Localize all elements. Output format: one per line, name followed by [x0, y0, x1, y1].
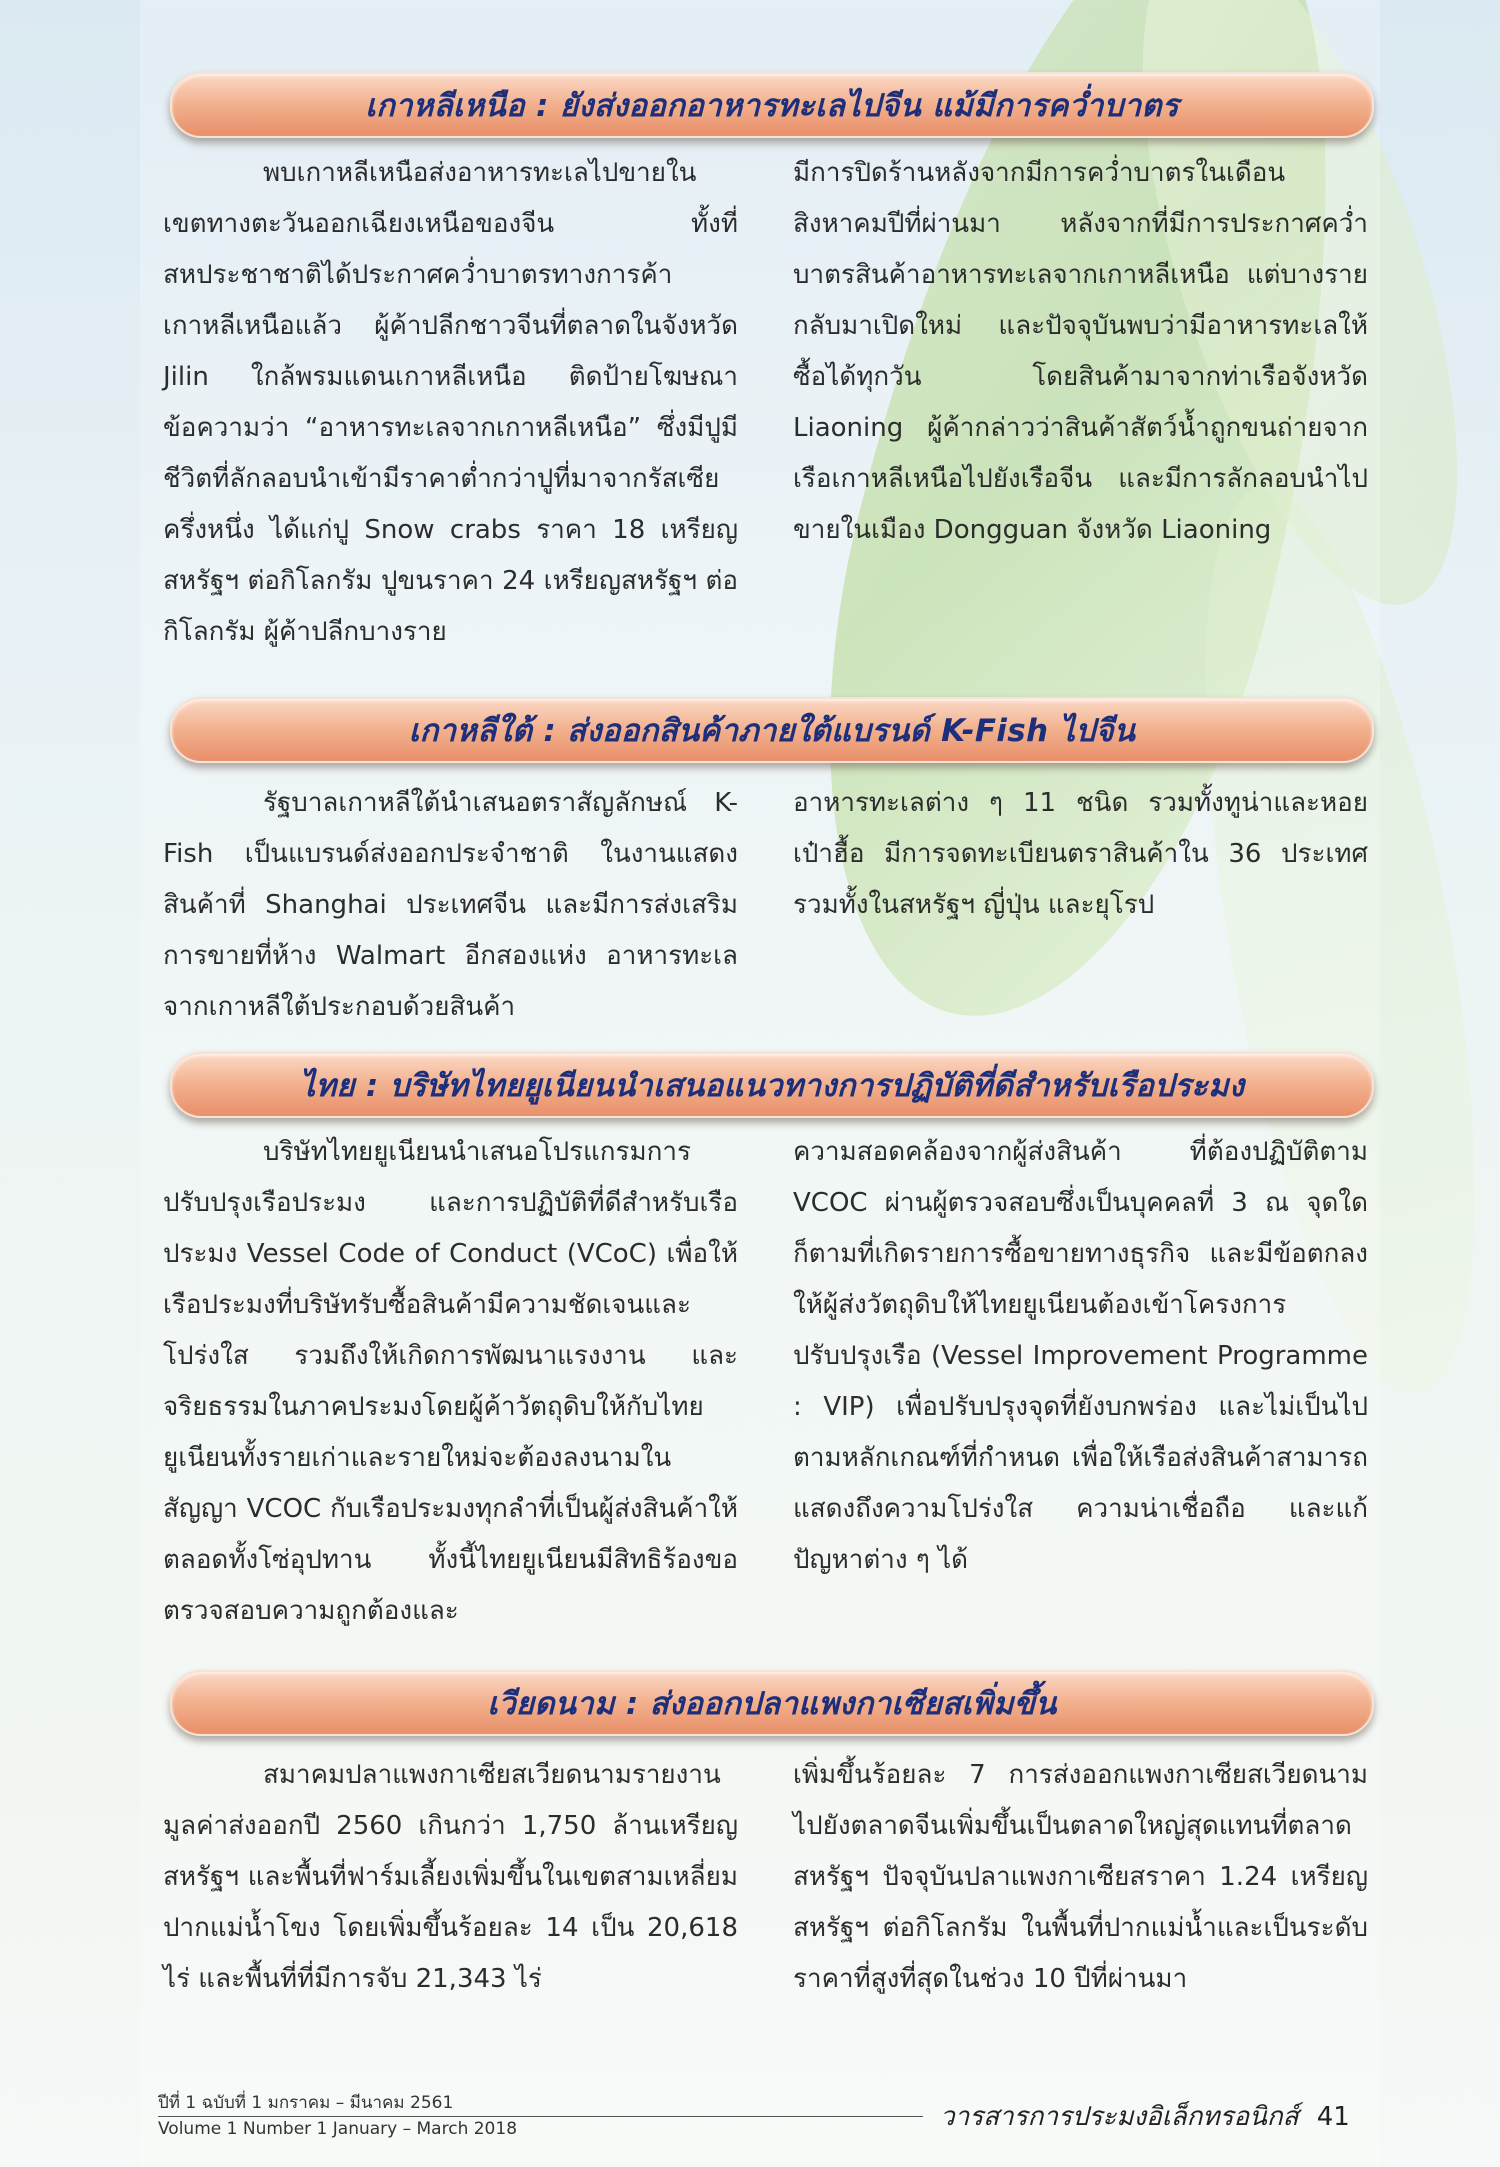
column-left [163, 778, 738, 1033]
section-heading-vietnam [170, 1670, 1374, 1736]
section-heading-thailand [170, 1052, 1374, 1118]
section-heading-south-korea [170, 697, 1374, 763]
footer-issue-en: Volume 1 Number 1 January – March 2018 [158, 2119, 518, 2139]
paragraph: ความสอดคล้องจากผู้ส่งสินค้า ที่ต้องปฏิบัติตาม VCOC ผ่านผู้ตรวจสอบซึ่งเป็นบุคคลที่ 3 ณ จุดใดก็ตามที่เกิดรายการซื้อขายทางธุรกิจ และมีข้อตกลงให้ผู้ส่งวัตถุดิบให้ไทยยูเนียนต้องเข้าโครงการปรับปรุงเรือ (Vessel Improvement Programme : VIP) เพื่อปรับปรุงจุดที่ยังบกพร่อง และไม่เป็นไปตามหลักเกณฑ์ที่กำหนด เพื่อให้เรือส่งสินค้าสามารถแสดงถึงความโปร่งใส ความน่าเชื่อถือ และแก้ปัญหาต่าง ๆ ได้ [793, 1137, 1368, 1575]
footer-divider [158, 2116, 923, 2117]
section-heading-text: เกาหลีเหนือ : ยังส่งออกอาหารทะเลไปจีน แม้มีการคว่ำบาตร [365, 88, 1179, 124]
paragraph: อาหารทะเลต่าง ๆ 11 ชนิด รวมทั้งทูน่าและหอยเป๋าฮื้อ มีการจดทะเบียนตราสินค้าใน 36 ประเทศ รวมทั้งในสหรัฐฯ ญี่ปุ่น และยุโรป [793, 788, 1368, 920]
section-heading-text: ไทย : บริษัทไทยยูเนียนนำเสนอแนวทางการปฏิบัติที่ดีสำหรับเรือประมง [299, 1068, 1245, 1104]
paragraph: บริษัทไทยยูเนียนนำเสนอโปรแกรมการปรับปรุงเรือประมง และการปฏิบัติที่ดีสำหรับเรือประมง Vessel Code of Conduct (VCoC) เพื่อให้เรือประมงที่บริษัทรับซื้อสินค้ามีความชัดเจนและโปร่งใส รวมถึงให้เกิดการพัฒนาแรงงาน และจริยธรรมในภาคประมงโดยผู้ค้าวัตถุดิบให้กับไทยยูเนียนทั้งรายเก่าและรายใหม่จะต้องลงนามในสัญญา VCOC กับเรือประมงทุกลำที่เป็นผู้ส่งสินค้าให้ตลอดทั้งโซ่อุปทาน ทั้งนี้ไทยยูเนียนมีสิทธิร้องขอตรวจสอบความถูกต้องและ [163, 1137, 738, 1626]
paragraph: มีการปิดร้านหลังจากมีการคว่ำบาตรในเดือนสิงหาคมปีที่ผ่านมา หลังจากที่มีการประกาศคว่ำบาตรสินค้าอาหารทะเลจากเกาหลีเหนือ แต่บางรายกลับมาเปิดใหม่ และปัจจุบันพบว่ามีอาหารทะเลให้ซื้อได้ทุกวัน โดยสินค้ามาจากท่าเรือจังหวัด Liaoning ผู้ค้ากล่าวว่าสินค้าสัตว์น้ำถูกขนถ่ายจากเรือเกาหลีเหนือไปยังเรือจีน และมีการลักลอบนำไปขายในเมือง Dongguan จังหวัด Liaoning [793, 158, 1368, 545]
column-right [793, 1127, 1368, 1586]
column-right [793, 778, 1368, 931]
page-number: 41 [1316, 2102, 1350, 2132]
column-right [793, 148, 1368, 556]
section-heading-text: เกาหลีใต้ : ส่งออกสินค้าภายใต้แบรนด์ K-Fish ไปจีน [408, 713, 1136, 749]
column-left [163, 1127, 738, 1637]
footer-issue-th: ปีที่ 1 ฉบับที่ 1 มกราคม – มีนาคม 2561 [158, 2093, 454, 2113]
section-heading-text: เวียดนาม : ส่งออกปลาแพงกาเซียสเพิ่มขึ้น [487, 1686, 1057, 1722]
column-left [163, 148, 738, 658]
paragraph: รัฐบาลเกาหลีใต้นำเสนอตราสัญลักษณ์ K-Fish เป็นแบรนด์ส่งออกประจำชาติ ในงานแสดงสินค้าที่ Shanghai ประเทศจีน และมีการส่งเสริมการขายที่ห้าง Walmart อีกสองแห่ง อาหารทะเลจากเกาหลีใต้ประกอบด้วยสินค้า [163, 788, 738, 1022]
column-right [793, 1750, 1368, 2005]
journal-title: วารสารการประมงอิเล็กทรอนิกส์ [940, 2102, 1299, 2132]
footer-journal [940, 2096, 1350, 2137]
section-heading-north-korea [170, 72, 1374, 138]
paragraph: เพิ่มขึ้นร้อยละ 7 การส่งออกแพงกาเซียสเวียดนามไปยังตลาดจีนเพิ่มขึ้นเป็นตลาดใหญ่สุดแทนที่ตลาดสหรัฐฯ ปัจจุบันปลาแพงกาเซียสราคา 1.24 เหรียญสหรัฐฯ ต่อกิโลกรัม ในพื้นที่ปากแม่น้ำและเป็นระดับราคาที่สูงที่สุดในช่วง 10 ปีที่ผ่านมา [793, 1760, 1368, 1994]
paragraph: พบเกาหลีเหนือส่งอาหารทะเลไปขายในเขตทางตะวันออกเฉียงเหนือของจีน ทั้งที่สหประชาชาติได้ประกาศคว่ำบาตรทางการค้าเกาหลีเหนือแล้ว ผู้ค้าปลีกชาวจีนที่ตลาดในจังหวัด Jilin ใกล้พรมแดนเกาหลีเหนือ ติดป้ายโฆษณาข้อความว่า “อาหารทะเลจากเกาหลีเหนือ” ซึ่งมีปูมีชีวิตที่ลักลอบนำเข้ามีราคาต่ำกว่าปูที่มาจากรัสเซียครึ่งหนึ่ง ได้แก่ปู Snow crabs ราคา 18 เหรียญสหรัฐฯ ต่อกิโลกรัม ปูขนราคา 24 เหรียญสหรัฐฯ ต่อกิโลกรัม ผู้ค้าปลีกบางราย [163, 158, 738, 647]
column-left [163, 1750, 738, 2005]
paragraph: สมาคมปลาแพงกาเซียสเวียดนามรายงานมูลค่าส่งออกปี 2560 เกินกว่า 1,750 ล้านเหรียญสหรัฐฯ และพื้นที่ฟาร์มเลี้ยงเพิ่มขึ้นในเขตสามเหลี่ยมปากแม่น้ำโขง โดยเพิ่มขึ้นร้อยละ 14 เป็น 20,618 ไร่ และพื้นที่ที่มีการจับ 21,343 ไร่ [163, 1760, 738, 1994]
